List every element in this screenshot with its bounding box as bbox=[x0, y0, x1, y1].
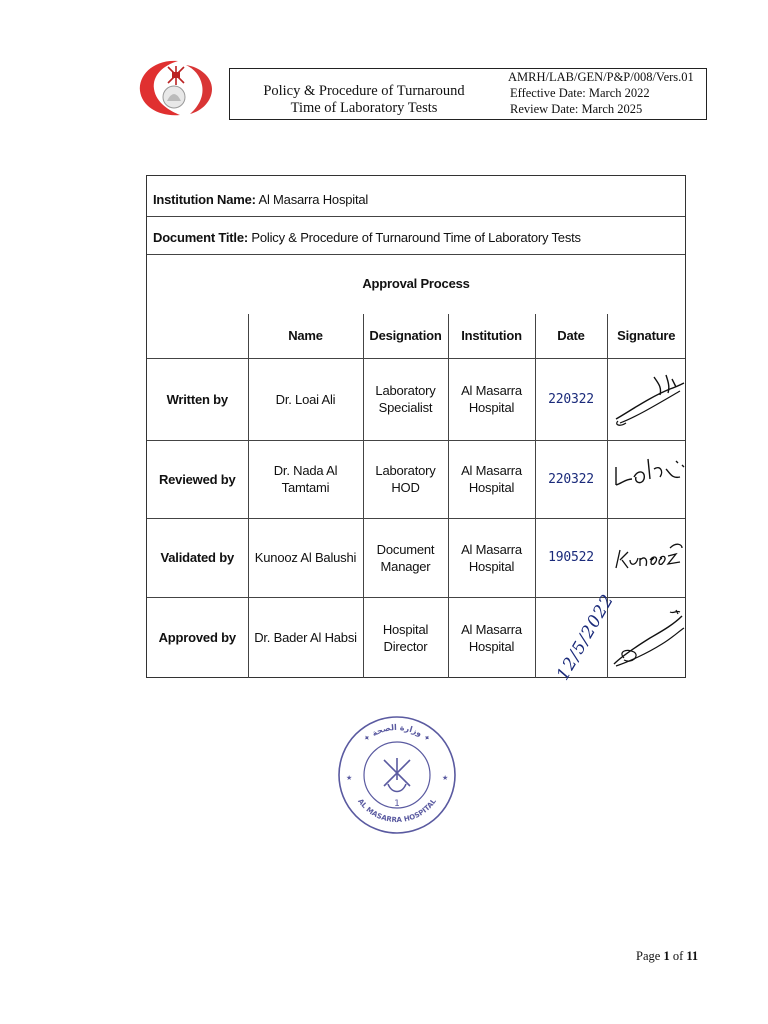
document-title-label: Document Title: bbox=[153, 230, 248, 245]
column-header-date: Date bbox=[535, 314, 607, 358]
column-header-signature: Signature bbox=[607, 314, 685, 358]
handwritten-signature-icon bbox=[610, 528, 688, 588]
handwritten-date: 12/5/2022 bbox=[552, 590, 618, 685]
table-row bbox=[147, 597, 685, 678]
approval-form bbox=[146, 175, 686, 685]
approval-table bbox=[147, 314, 685, 685]
role-cell: Written by bbox=[147, 358, 248, 440]
institution-value: Al Masarra Hospital bbox=[258, 192, 369, 207]
approval-process-heading: Approval Process bbox=[362, 276, 470, 291]
institution-cell: Al Masarra Hospital bbox=[448, 358, 535, 440]
institution-cell: Al Masarra Hospital bbox=[448, 597, 535, 678]
table-row bbox=[147, 518, 685, 597]
svg-text:1: 1 bbox=[394, 799, 400, 809]
date-cell: 220322 bbox=[535, 440, 607, 518]
svg-text:★: ★ bbox=[442, 774, 449, 782]
table-row bbox=[147, 440, 685, 518]
column-header-designation: Designation bbox=[363, 314, 448, 358]
name-cell: Kunooz Al Balushi bbox=[248, 518, 363, 597]
role-cell: Approved by bbox=[147, 597, 248, 678]
designation-cell: Hospital Director bbox=[363, 597, 448, 678]
name-cell: Dr. Loai Ali bbox=[248, 358, 363, 440]
svg-text:AL MASARRA HOSPITAL: AL MASARRA HOSPITAL bbox=[356, 797, 438, 825]
institution-line bbox=[153, 192, 368, 207]
role-cell: Validated by bbox=[147, 518, 248, 597]
table-row bbox=[147, 358, 685, 440]
institution-cell: Al Masarra Hospital bbox=[448, 518, 535, 597]
document-meta bbox=[510, 69, 694, 117]
date-cell: 190522 bbox=[535, 518, 607, 597]
date-cell bbox=[535, 590, 618, 685]
institution-cell: Al Masarra Hospital bbox=[448, 440, 535, 518]
column-header-institution: Institution bbox=[448, 314, 535, 358]
handwritten-signature-icon bbox=[610, 608, 688, 668]
signature-cell bbox=[607, 440, 685, 518]
table-header-row bbox=[147, 314, 685, 358]
ministry-of-health-logo-icon bbox=[134, 57, 218, 119]
review-date: Review Date: March 2025 bbox=[510, 102, 643, 116]
name-cell: Dr. Bader Al Habsi bbox=[248, 597, 363, 678]
designation-cell: Document Manager bbox=[363, 518, 448, 597]
role-cell: Reviewed by bbox=[147, 440, 248, 518]
date-cell: 220322 bbox=[535, 358, 607, 440]
svg-text:★: ★ bbox=[346, 774, 353, 782]
effective-date: Effective Date: March 2022 bbox=[510, 86, 650, 100]
document-title-line bbox=[153, 230, 581, 245]
document-title: Policy & Procedure of Turnaround Time of Laboratory Tests bbox=[263, 83, 465, 116]
name-cell: Dr. Nada Al Tamtami bbox=[248, 440, 363, 518]
handwritten-signature-icon bbox=[610, 369, 688, 429]
designation-cell: Laboratory Specialist bbox=[363, 358, 448, 440]
designation-cell: Laboratory HOD bbox=[363, 440, 448, 518]
column-header-name: Name bbox=[248, 314, 363, 358]
signature-cell bbox=[607, 597, 685, 678]
institution-label: Institution Name: bbox=[153, 192, 256, 207]
document-title-value: Policy & Procedure of Turnaround Time of Laboratory Tests bbox=[251, 230, 581, 245]
document-code: AMRH/LAB/GEN/P&P/008/Vers.01 bbox=[508, 70, 694, 84]
column-header bbox=[147, 314, 248, 358]
document-header bbox=[229, 68, 707, 120]
handwritten-signature-icon bbox=[610, 449, 688, 509]
hospital-seal-stamp-icon bbox=[336, 714, 458, 836]
signature-cell bbox=[607, 358, 685, 440]
page-number: Page 1 of 11 bbox=[636, 949, 699, 963]
svg-text:✦ وزارة الصحة ✦: ✦ وزارة الصحة ✦ bbox=[361, 722, 433, 744]
signature-cell bbox=[607, 518, 685, 597]
